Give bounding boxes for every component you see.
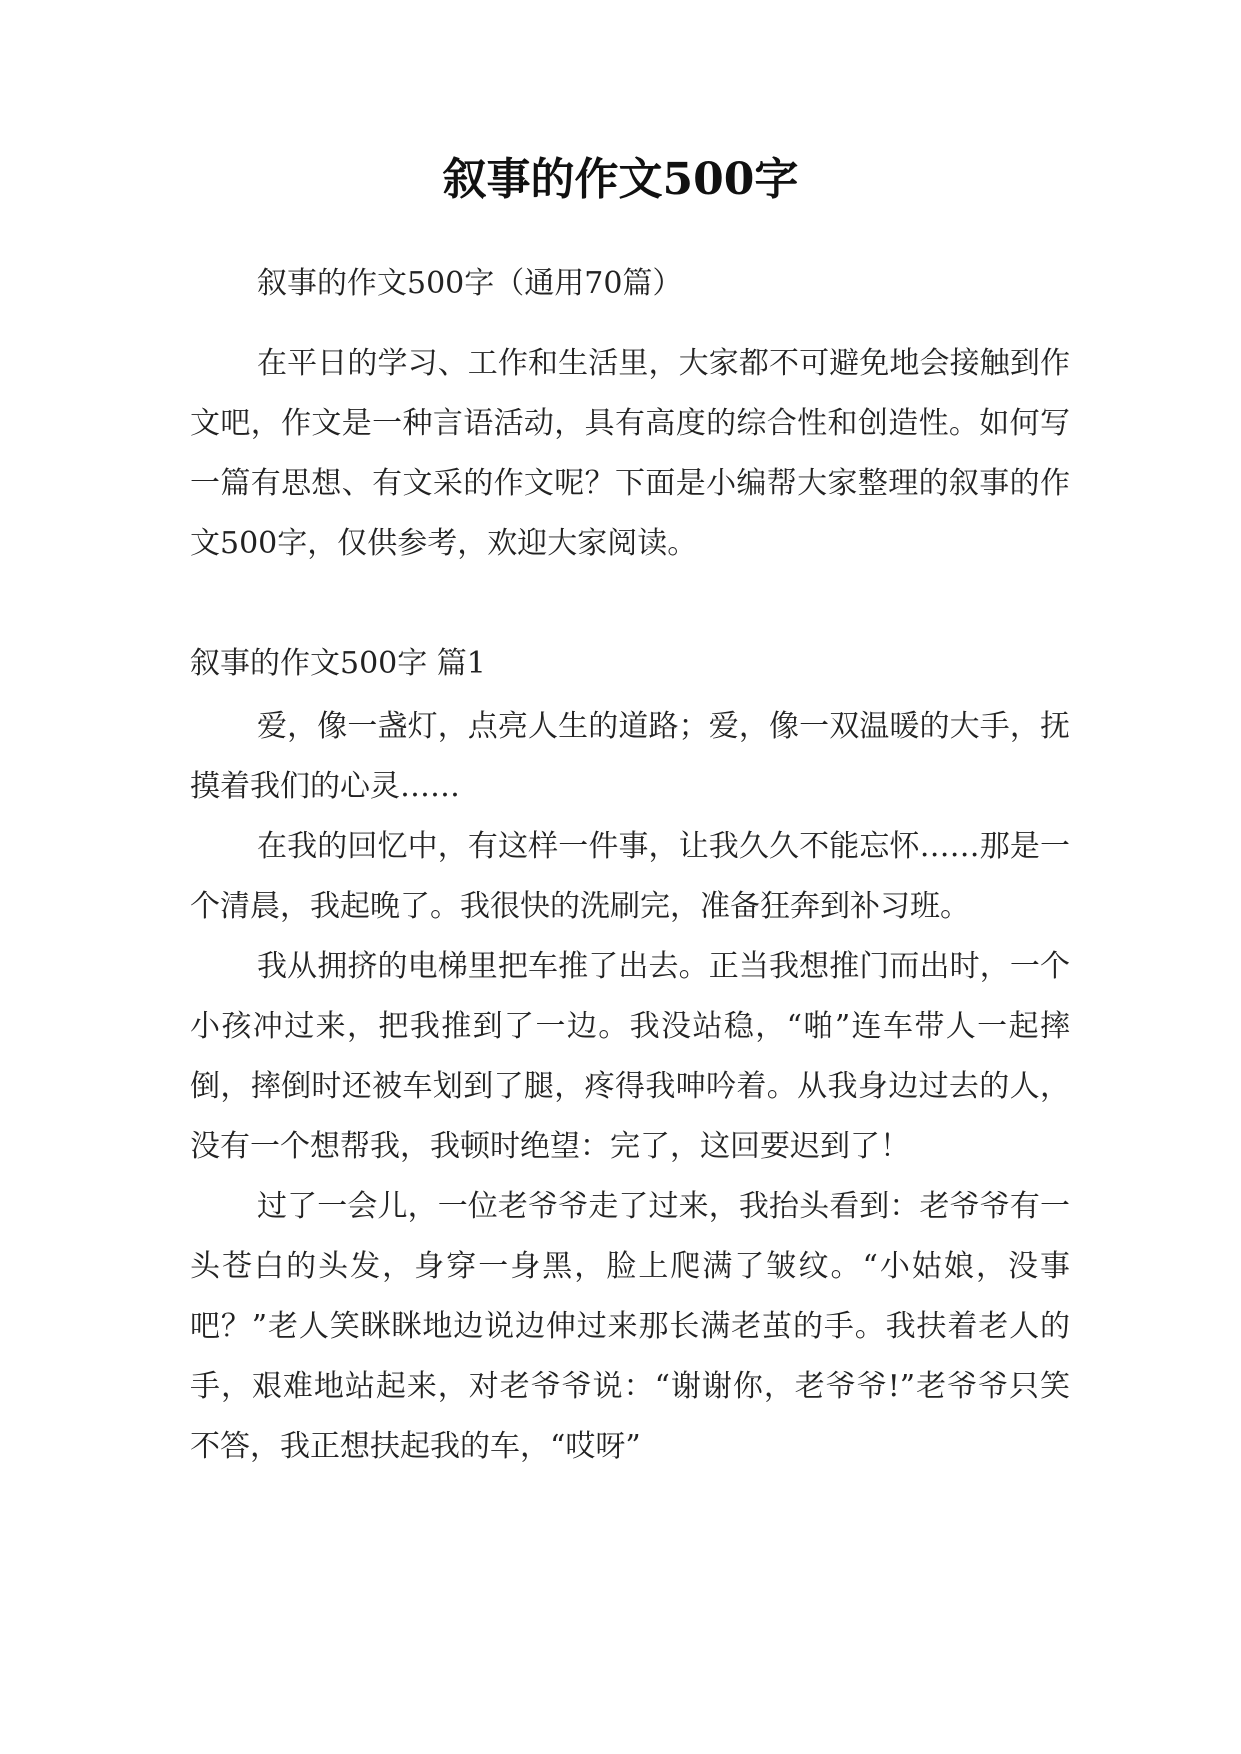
intro-paragraph: 在平日的学习、工作和生活里，大家都不可避免地会接触到作文吧，作文是一种言语活动，具有高度的综合性和创造性。如何写一篇有思想、有文采的作文呢？下面是小编帮大家整理的叙事的作文500字，仅供参考，欢迎大家阅读。 [190, 346, 1070, 561]
story-paragraph-3: 我从拥挤的电梯里把车推了出去。正当我想推门而出时，一个小孩冲过来，把我推到了一边。我没站稳，“啪”连车带人一起摔倒，摔倒时还被车划到了腿，疼得我呻吟着。从我身边过去的人，没有一个想帮我，我顿时绝望：完了，这回要迟到了！ [190, 949, 1070, 1164]
story-paragraph-1: 爱，像一盏灯，点亮人生的道路；爱，像一双温暖的大手，抚摸着我们的心灵…… [190, 709, 1070, 804]
document-subtitle: 叙事的作文500字（通用70篇） [257, 266, 683, 301]
document-title: 叙事的作文500字 [442, 154, 799, 205]
intro-block [190, 334, 1070, 574]
story-paragraph-2: 在我的回忆中，有这样一件事，让我久久不能忘怀……那是一个清晨，我起晚了。我很快的洗刷完，准备狂奔到补习班。 [190, 829, 1070, 924]
section-heading: 叙事的作文500字 篇1 [190, 646, 486, 681]
story-paragraph-4: 过了一会儿，一位老爷爷走了过来，我抬头看到：老爷爷有一头苍白的头发，身穿一身黑，脸上爬满了皱纹。“小姑娘，没事吧？”老人笑眯眯地边说边伸过来那长满老茧的手。我扶着老人的手，艰难地站起来，对老爷爷说：“谢谢你，老爷爷!”老爷爷只笑不答，我正想扶起我的车，“哎呀” [190, 1189, 1070, 1464]
story-block [190, 697, 1070, 1477]
